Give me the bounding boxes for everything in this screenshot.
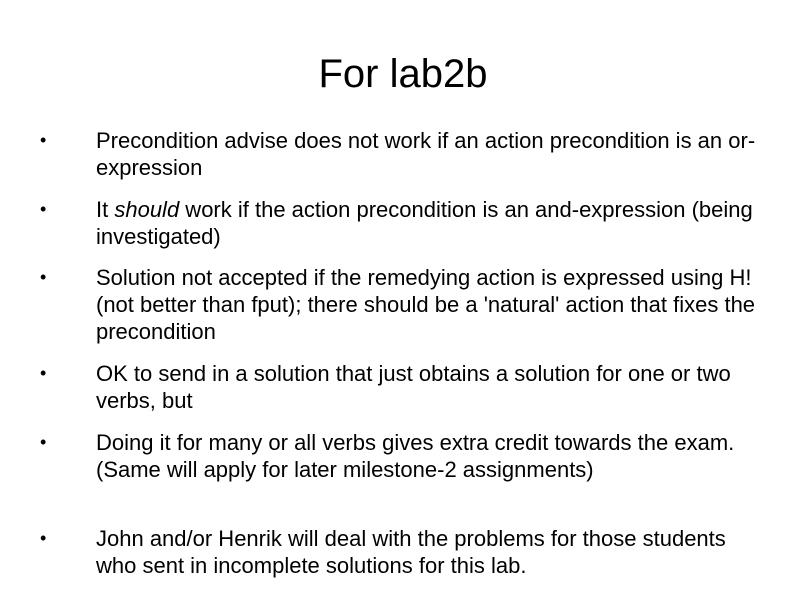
bullet-text: Solution not accepted if the remedying action is expressed using H! (not better than fput); there should be a 'natural' action that fixes the precondition xyxy=(96,265,756,344)
bullet-text: Doing it for many or all verbs gives extra credit towards the exam. (Same will apply for later milestone-2 assignments) xyxy=(96,430,735,482)
bullet-emphasis: should xyxy=(114,197,180,222)
bullet-marker: • xyxy=(40,267,47,287)
bullet-marker: • xyxy=(40,528,47,548)
bullet-marker: • xyxy=(40,432,47,452)
slide-title: For lab2b xyxy=(318,52,488,96)
bullet-text: John and/or Henrik will deal with the problems for those students who sent in incomplete solutions for this lab. xyxy=(96,526,726,578)
bullet-text: OK to send in a solution that just obtains a solution for one or two verbs, but xyxy=(96,361,731,413)
bullet-marker: • xyxy=(40,199,47,219)
bullet-marker: • xyxy=(40,130,47,150)
bullet-text xyxy=(96,196,766,250)
bullet-text-start: It xyxy=(96,197,115,222)
bullet-marker: • xyxy=(40,363,47,383)
bullet-text: Precondition advise does not work if an action precondition is an or-expression xyxy=(96,128,756,180)
bullet-text-end: work if the action precondition is an and-expression (being investigated) xyxy=(96,197,753,249)
